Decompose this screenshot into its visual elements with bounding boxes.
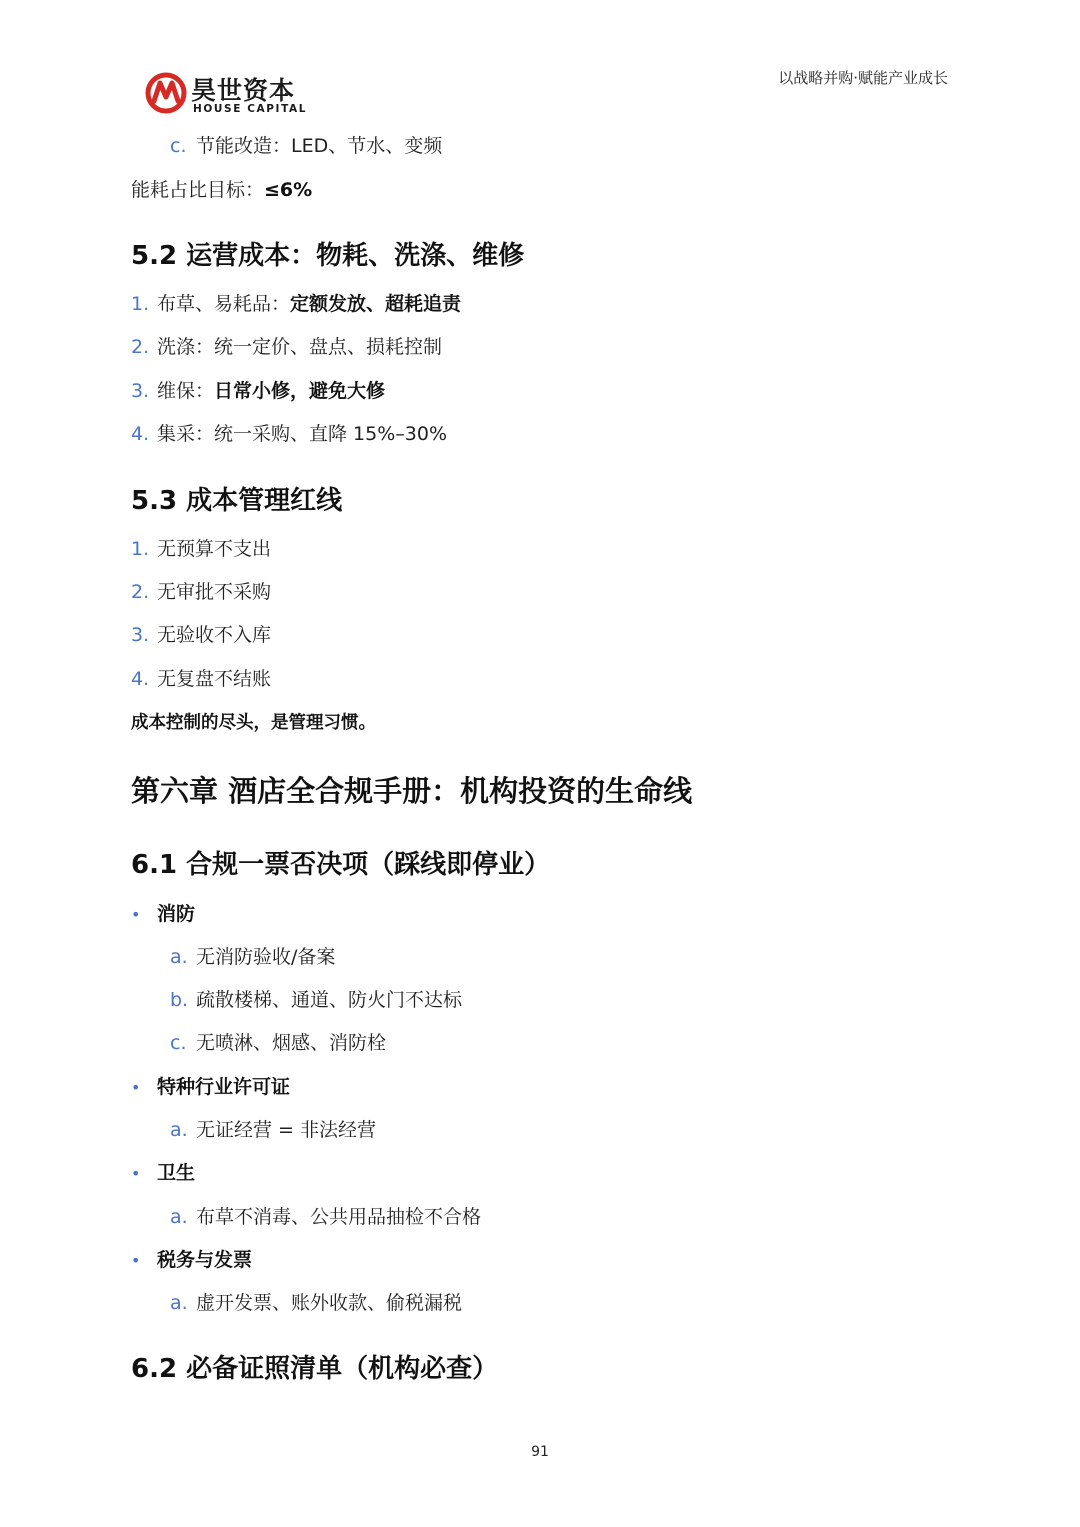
list-item-text: 维保：	[157, 380, 215, 402]
sub-marker: b.	[170, 989, 189, 1011]
section-heading-5-3: 5.3 成本管理红线	[131, 486, 343, 516]
logo-chinese-name: 昊世资本	[191, 76, 296, 105]
list-marker: 3.	[131, 624, 150, 646]
sub-marker: a.	[170, 1292, 188, 1314]
sub-item-text: 疏散楼梯、通道、防火门不达标	[196, 989, 463, 1011]
list-marker: 4.	[131, 668, 150, 690]
chapter-heading-6: 第六章 酒店全合规手册：机构投资的生命线	[131, 774, 693, 808]
section-heading-6-2: 6.2 必备证照清单（机构必查）	[131, 1354, 499, 1384]
list-item-text: 无预算不支出	[157, 538, 272, 560]
list-marker: c.	[170, 135, 187, 157]
header-slogan: 以战略并购·赋能产业成长	[778, 69, 948, 87]
sub-marker: c.	[170, 1032, 187, 1054]
sub-marker: a.	[170, 1206, 188, 1228]
list-item	[131, 664, 271, 691]
list-item	[131, 376, 385, 403]
section-heading-5-2: 5.2 运营成本：物耗、洗涤、维修	[131, 241, 525, 271]
house-capital-logo-icon	[145, 72, 187, 114]
list-marker: 1.	[131, 538, 150, 560]
sub-marker: a.	[170, 1119, 188, 1141]
energy-target-value: ≤6%	[264, 179, 313, 201]
sub-item-text: 虚开发票、账外收款、偷税漏税	[196, 1292, 463, 1314]
page-number: 91	[531, 1444, 549, 1460]
list-item	[170, 131, 442, 158]
company-logo	[145, 70, 315, 120]
logo-english-name: HOUSE CAPITAL	[193, 103, 308, 115]
sub-item	[170, 1028, 386, 1055]
sub-item	[170, 1115, 376, 1142]
sub-item	[170, 1202, 481, 1229]
bullet-item	[131, 899, 195, 926]
section-heading-6-1: 6.1 合规一票否决项（踩线即停业）	[131, 850, 551, 880]
list-item	[131, 289, 461, 316]
bullet-label: 卫生	[157, 1162, 196, 1184]
bullet-item	[131, 1072, 290, 1099]
list-marker: 1.	[131, 293, 150, 315]
bullet-label: 特种行业许可证	[157, 1076, 291, 1098]
bullet-marker: •	[131, 905, 141, 924]
sub-item-text: 布草不消毒、公共用品抽检不合格	[196, 1206, 482, 1228]
sub-item-text: 无消防验收/备案	[196, 946, 336, 968]
list-marker: 4.	[131, 423, 150, 445]
list-item-text: 集采：统一采购、直降 15%–30%	[157, 423, 448, 445]
energy-target-label: 能耗占比目标：	[131, 179, 265, 201]
sub-item	[170, 985, 462, 1012]
energy-target	[131, 175, 312, 202]
bullet-item	[131, 1245, 252, 1272]
sub-item	[170, 942, 335, 969]
list-marker: 2.	[131, 336, 150, 358]
list-item-text: 无审批不采购	[157, 581, 272, 603]
bullet-label: 税务与发票	[157, 1249, 253, 1271]
bullet-marker: •	[131, 1164, 141, 1183]
list-item	[131, 419, 447, 446]
bullet-label: 消防	[157, 903, 196, 925]
list-item-text: 节能改造：LED、节水、变频	[196, 135, 443, 157]
section-note: 成本控制的尽头，是管理习惯。	[131, 713, 376, 733]
list-item-text: 无验收不入库	[157, 624, 272, 646]
list-item	[131, 332, 442, 359]
sub-marker: a.	[170, 946, 188, 968]
sub-item-text: 无喷淋、烟感、消防栓	[196, 1032, 387, 1054]
bullet-marker: •	[131, 1078, 141, 1097]
list-item-text: 布草、易耗品：	[157, 293, 291, 315]
sub-item	[170, 1288, 462, 1315]
list-item	[131, 620, 271, 647]
list-marker: 3.	[131, 380, 150, 402]
list-item	[131, 534, 271, 561]
sub-item-text: 无证经营 = 非法经营	[196, 1119, 376, 1141]
list-marker: 2.	[131, 581, 150, 603]
bullet-marker: •	[131, 1251, 141, 1270]
bullet-item	[131, 1158, 195, 1185]
list-item	[131, 577, 271, 604]
list-item-text: 洗涤：统一定价、盘点、损耗控制	[157, 336, 443, 358]
list-item-bold-text: 定额发放、超耗追责	[290, 293, 462, 315]
list-item-text: 无复盘不结账	[157, 668, 272, 690]
list-item-bold-text: 日常小修，避免大修	[214, 380, 386, 402]
